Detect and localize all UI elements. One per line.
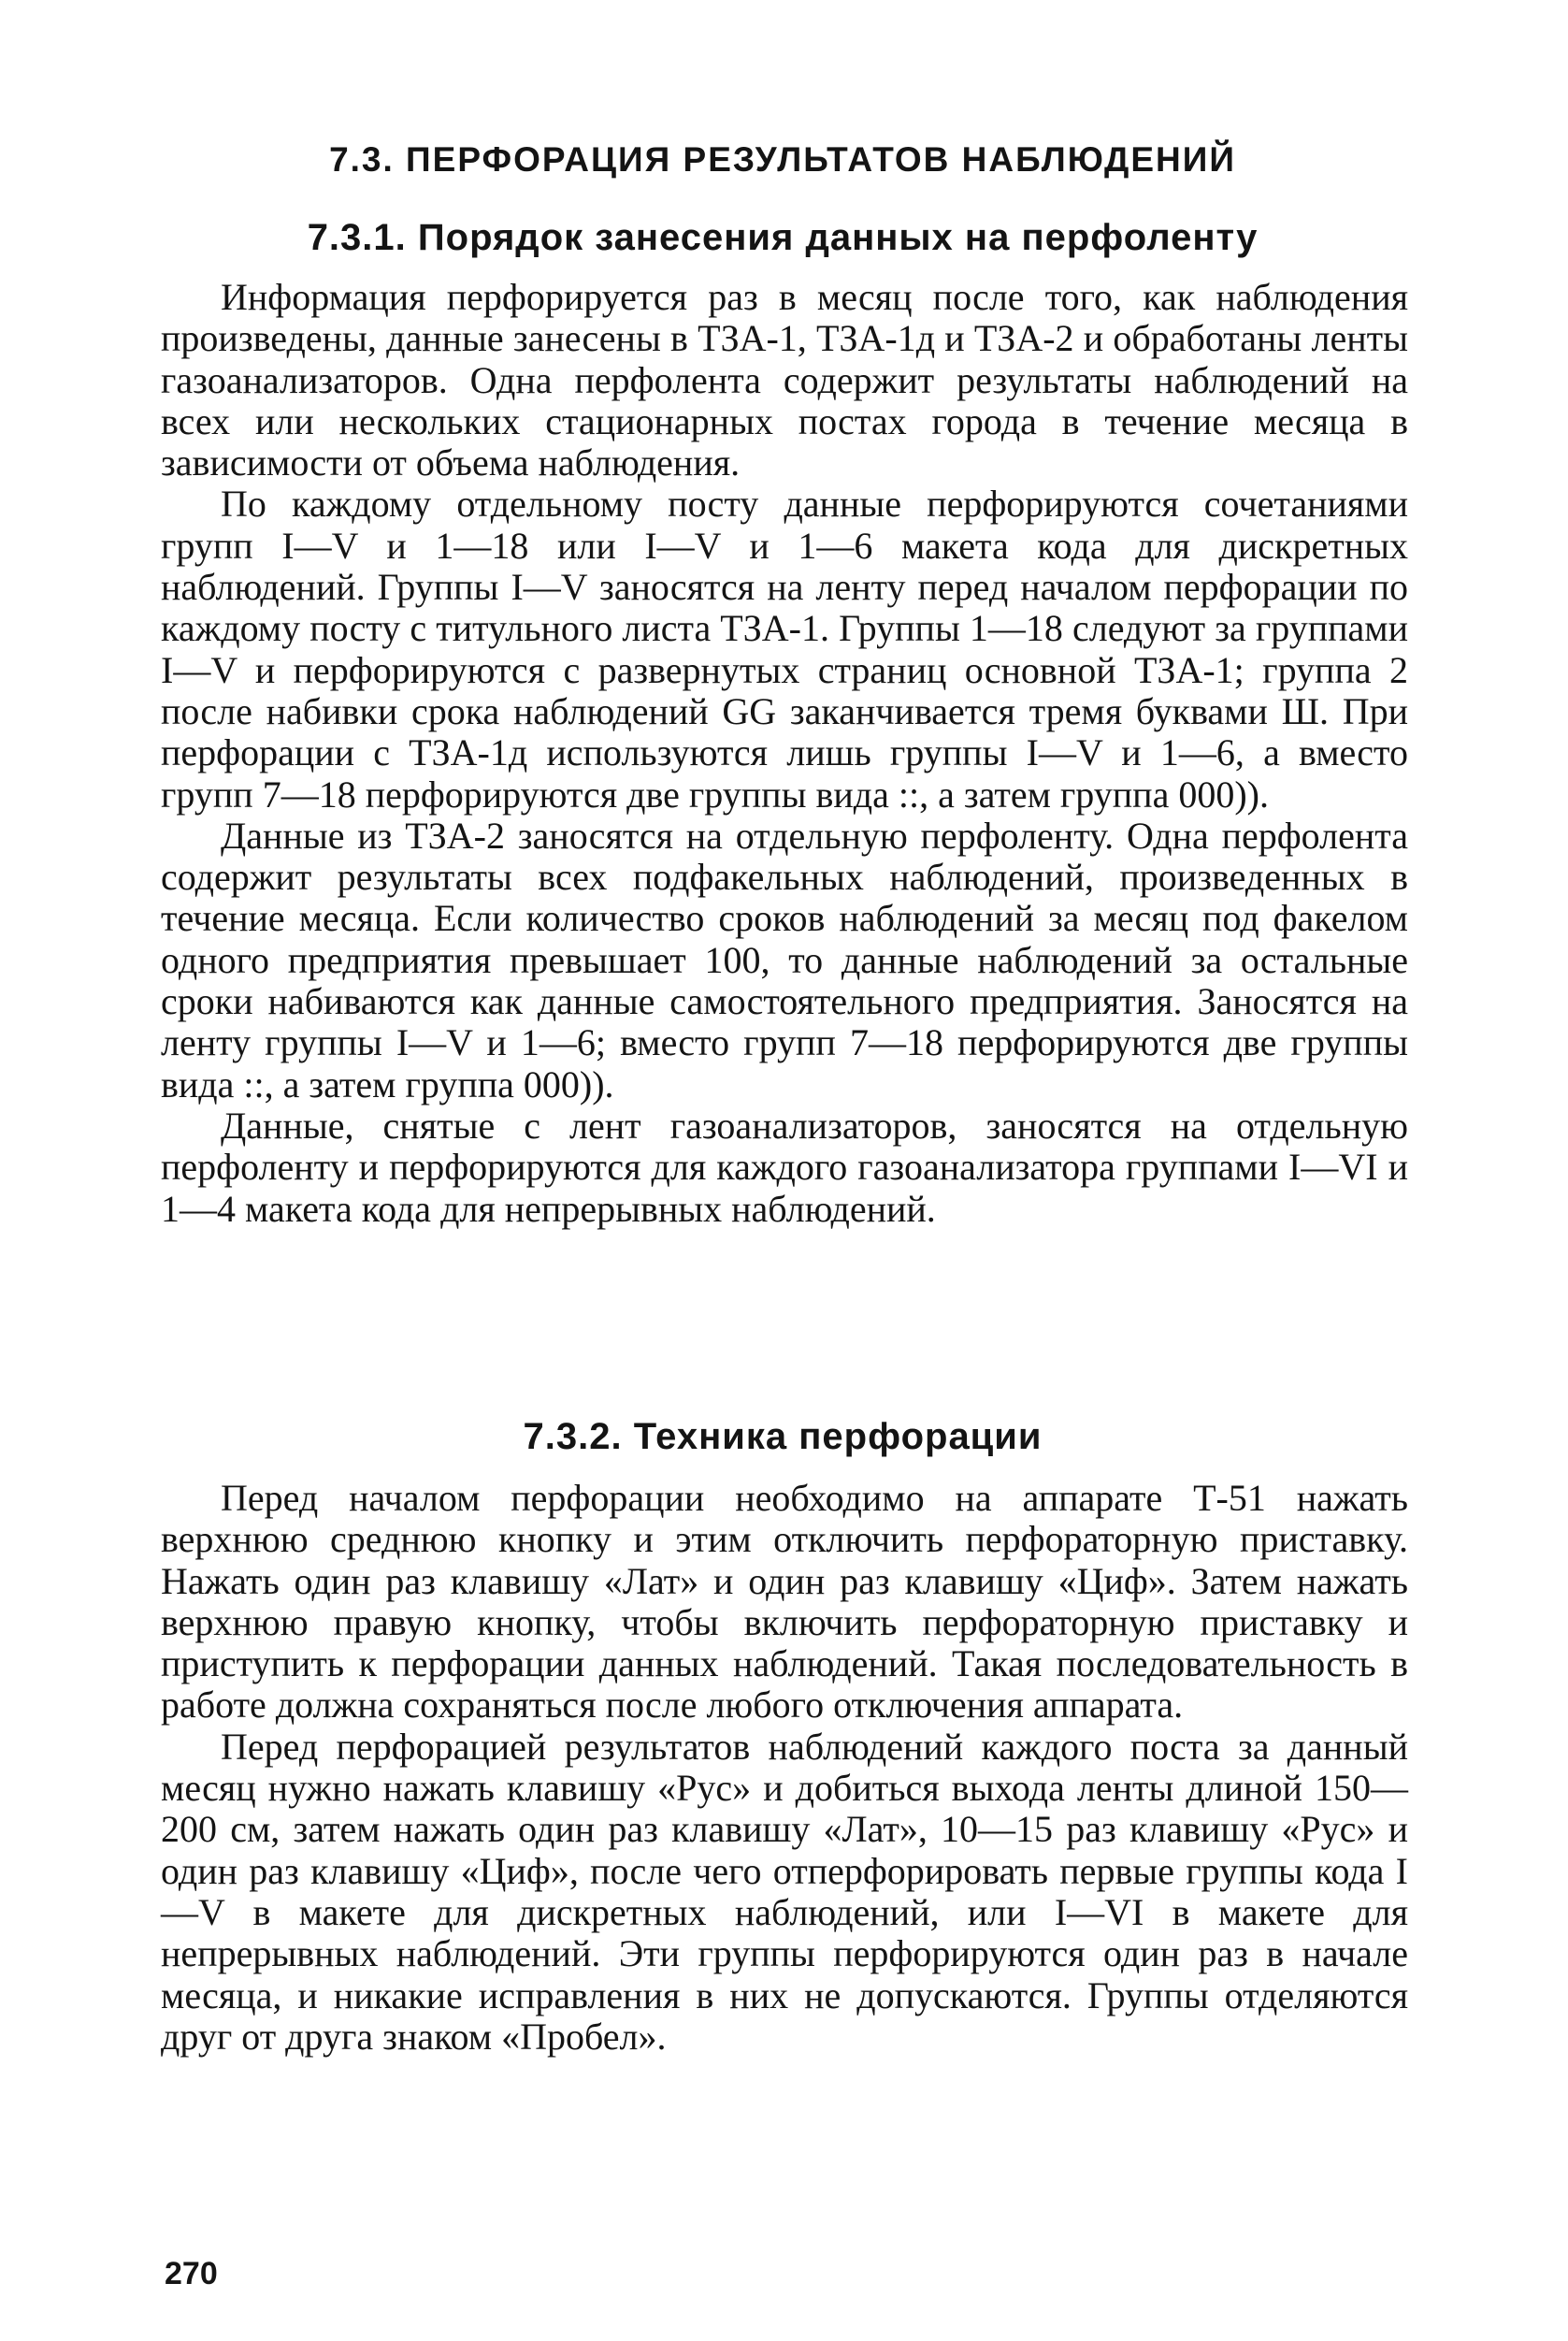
subsection-title-7-3-2: 7.3.2. Техника перфорации [523,1416,1043,1457]
paragraph: Перед перфорацией результатов наблюдений каждого поста за данный месяц нужно нажать клавишу «Рус» и добиться выхода ленты длиной 150—200 см, затем нажать один раз клавишу «Лат», 10—15 раз клавишу «Рус» и один раз клавишу «Циф», после чего отперфорировать первые группы кода I—V в макете для дискретных наблюдений, или I—VI в макете для непрерывных наблюдений. Эти группы перфорируются один раз в начале месяца, и никакие исправления в них не допускаются. Группы отделяются друг от друга знаком «Пробел». [161,1725,1408,2058]
paragraph: Информация перфорируется раз в месяц после того, как наблюдения произведены, данные занесены в ТЗА-1, ТЗА-1д и ТЗА-2 и обработаны ленты газоанализаторов. Одна перфолента содержит результаты наблюдений на всех или нескольких стационарных постах города в течение месяца в зависимости от объема наблюдения. [161,276,1408,484]
section-title: 7.3. ПЕРФОРАЦИЯ РЕЗУЛЬТАТОВ НАБЛЮДЕНИЙ [329,140,1236,179]
page-number: 270 [165,2256,218,2291]
subsection-body-7-3-1 [161,277,1408,1230]
paragraph: По каждому отдельному посту данные перфорируются сочетаниями групп I—V и 1—18 или I—V и 1—6 макета кода для дискретных наблюдений. Группы I—V заносятся на ленту перед началом перфорации по каждому посту с титульного листа ТЗА-1. Группы 1—18 следуют за группами I—V и перфорируются с развернутых страниц основной ТЗА-1; группа 2 после набивки срока наблюдений GG заканчивается тремя буквами Ш. При перфорации с ТЗА-1д используются лишь группы I—V и 1—6, а вместо групп 7—18 перфорируются две группы вида ::, а затем группа 000)). [161,483,1408,816]
paragraph: Данные из ТЗА-2 заносятся на отдельную перфоленту. Одна перфолента содержит результаты всех подфакельных наблюдений, произведенных в течение месяца. Если количество сроков наблюдений за месяц под факелом одного предприятия превышает 100, то данные наблюдений за остальные сроки набиваются как данные самостоятельного предприятия. Заносятся на ленту группы I—V и 1—6; вместо групп 7—18 перфорируются две группы вида ::, а затем группа 000)). [161,814,1408,1105]
paragraph: Данные, снятые с лент газоанализаторов, заносятся на отдельную перфоленту и перфорируются для каждого газоанализатора группами I—VI и 1—4 макета кода для непрерывных наблюдений. [161,1104,1408,1230]
paragraph: Перед началом перфорации необходимо на аппарате Т-51 нажать верхнюю среднюю кнопку и этим отключить перфораторную приставку. Нажать один раз клавишу «Лат» и один раз клавишу «Циф». Затем нажать верхнюю правую кнопку, чтобы включить перфораторную приставку и приступить к перфорации данных наблюдений. Такая последовательность в работе должна сохраняться после любого отключения аппарата. [161,1477,1408,1727]
subsection-body-7-3-2 [161,1478,1408,2058]
subsection-title-7-3-1: 7.3.1. Порядок занесения данных на перфоленту [307,217,1259,258]
